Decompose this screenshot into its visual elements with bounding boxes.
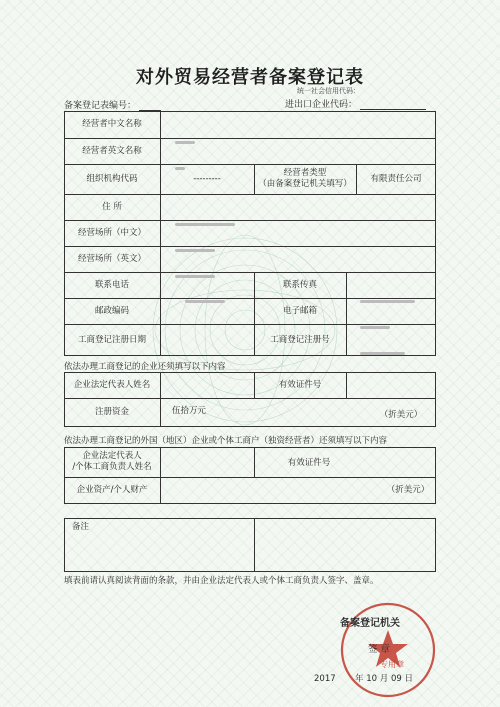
en-name-label: 经营者英文名称 [82,145,142,156]
operator-type-label-sub: （由备案登记机关填写） [258,179,352,189]
section2-rep-label-line2: /个体工商负责人姓名 [72,462,152,472]
fax-redacted [360,288,415,307]
address-redacted [175,211,235,230]
cn-name-label: 经营者中文名称 [82,119,142,130]
org-code-value: --------- [193,173,221,184]
cn-name-redacted [175,129,195,148]
place-cn-label: 经营场所（中文） [77,227,146,238]
sign-seal-label: 签 章 [368,644,391,655]
email-redacted [360,314,390,333]
fax-label: 联系传真 [282,279,317,290]
operator-type-label-main: 经营者类型 [283,168,327,179]
section2-usd-label: （折美元） [386,485,430,496]
date-month: 10 [366,674,378,684]
phone-label: 联系电话 [94,279,129,290]
biz-no-redacted [360,340,405,359]
en-name-redacted [175,155,185,174]
legal-rep-label: 企业法定代表人姓名 [73,379,151,390]
section2-id-label: 有效证件号 [287,457,331,468]
date-line [314,672,413,684]
registration-number [64,98,161,111]
biz-no-label: 工商登记注册号 [270,334,330,345]
enterprise-code-label: 进出口企业代码： [285,100,358,110]
zip-label: 邮政编码 [94,305,129,316]
place-cn-redacted [175,237,215,256]
address-label: 住 所 [102,201,122,212]
operator-type-value: 有限责任公司 [370,173,422,184]
operator-type-label [254,164,356,194]
registration-number-label: 备案登记表编号： [64,101,137,111]
authority-label: 备案登记机关 [340,618,400,629]
remarks-label: 备注 [72,521,90,532]
date-year: 2017 [314,674,336,684]
section2-heading: 依法办理工商登记的外国（地区）企业或个体工商户（独资经营者）还须填写以下内容 [64,436,388,446]
org-code-label: 组织机构代码 [86,173,138,184]
capital-value: 伍拾万元 [172,405,207,416]
date-day: 09 [391,674,402,684]
capital-label: 注册资金 [94,407,129,418]
footer-note: 填表前请认真阅读背面的条款，并由企业法定代表人或个体工商负责人签字、盖章。 [64,576,379,586]
section1-heading: 依法办理工商登记的企业还须填写以下内容 [64,362,226,372]
place-en-label: 经营场所（英文） [77,253,146,264]
assets-label: 企业资产/个人财产 [76,485,148,496]
seal-special-label: 专用章 [380,660,404,669]
enterprise-code-value [360,100,426,110]
section1-usd-label: （折美元） [379,409,423,420]
section1-id-label: 有效证件号 [278,379,322,390]
credit-code-label: 统一社会信用代码： [297,87,360,95]
date-month-suffix: 月 [379,674,389,684]
enterprise-code [285,97,426,110]
date-day-suffix: 日 [404,674,414,684]
section2-rep-label-line1: 企业法定代表人 [82,451,142,462]
section2-rep-label [64,447,160,477]
date-year-suffix: 年 [355,674,364,684]
biz-date-label: 工商登记注册日期 [77,334,146,345]
phone-redacted [185,288,225,307]
registration-number-value [139,101,161,111]
document-title: 对外贸易经营者备案登记表 [136,67,364,88]
place-en-redacted [175,263,215,282]
email-label: 电子邮箱 [282,305,317,316]
